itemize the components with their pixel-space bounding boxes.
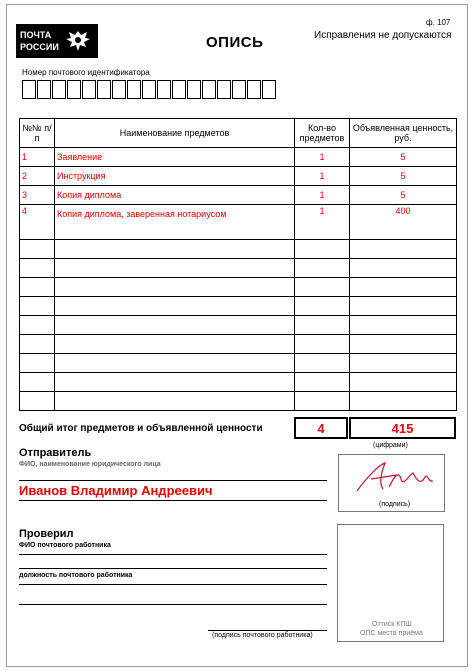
- sender-name-underline: [19, 500, 327, 501]
- tracking-digit-box[interactable]: [232, 80, 246, 99]
- employee-signature-line[interactable]: [208, 630, 327, 631]
- row-number[interactable]: 1: [20, 148, 55, 167]
- tracking-digit-box[interactable]: [82, 80, 96, 99]
- items-table: [19, 118, 457, 411]
- signature-caption: (подпись): [379, 501, 411, 508]
- tracking-digit-box[interactable]: [97, 80, 111, 99]
- table-row: [20, 148, 457, 167]
- table-row: [20, 205, 457, 240]
- tracking-digit-box[interactable]: [22, 80, 36, 99]
- tracking-digit-box[interactable]: [112, 80, 126, 99]
- divider: [19, 480, 327, 481]
- sender-signature-box[interactable]: [338, 454, 445, 512]
- total-value[interactable]: 415: [349, 417, 456, 439]
- table-row-empty[interactable]: [20, 259, 457, 278]
- tracking-digit-box[interactable]: [172, 80, 186, 99]
- tracking-digit-box[interactable]: [217, 80, 231, 99]
- total-qty[interactable]: 4: [294, 417, 348, 439]
- form-number: ф. 107: [426, 18, 451, 27]
- tracking-number-label: Номер почтового идентификатора: [22, 68, 150, 77]
- table-header-row: [20, 119, 457, 148]
- row-number[interactable]: 2: [20, 167, 55, 186]
- employee-position-line[interactable]: [19, 584, 327, 585]
- russian-post-logo: [16, 24, 98, 58]
- signature-icon: [339, 457, 444, 501]
- employee-signature-caption: (подпись почтового работника): [212, 632, 313, 639]
- col-header-qty: Кол-во предметов: [295, 119, 350, 148]
- tracking-digit-box[interactable]: [157, 80, 171, 99]
- tracking-digit-box[interactable]: [187, 80, 201, 99]
- no-corrections-notice: Исправления не допускаются: [314, 30, 452, 41]
- total-label: Общий итог предметов и объявленной ценности: [19, 423, 263, 434]
- table-row: [20, 186, 457, 205]
- col-header-number: №№ п/п: [20, 119, 55, 148]
- row-qty[interactable]: 1: [295, 167, 350, 186]
- row-value[interactable]: 400: [350, 205, 457, 240]
- table-row-empty[interactable]: [20, 316, 457, 335]
- tracking-digit-box[interactable]: [67, 80, 81, 99]
- employee-name-line-2[interactable]: [19, 568, 327, 569]
- tracking-digit-box[interactable]: [37, 80, 51, 99]
- tracking-digit-box[interactable]: [142, 80, 156, 99]
- employee-name-line[interactable]: [19, 554, 327, 555]
- stamp-caption-1: Оттиск КПШ: [372, 621, 412, 628]
- logo-line-2: РОССИИ: [20, 42, 59, 52]
- tracking-digit-box[interactable]: [247, 80, 261, 99]
- sender-subtitle: ФИО, наименование юридического лица: [19, 461, 161, 468]
- stamp-box[interactable]: [337, 524, 444, 642]
- row-item-name[interactable]: Копия диплома, заверенная нотариусом: [55, 205, 295, 240]
- sender-heading: Отправитель: [19, 447, 92, 459]
- col-header-name: Наименование предметов: [55, 119, 295, 148]
- row-item-name[interactable]: Копия диплома: [55, 186, 295, 205]
- row-qty[interactable]: 1: [295, 205, 350, 240]
- table-row-empty[interactable]: [20, 392, 457, 411]
- logo-line-1: ПОЧТА: [20, 30, 52, 40]
- row-qty[interactable]: 1: [295, 148, 350, 167]
- tracking-digit-box[interactable]: [127, 80, 141, 99]
- checked-heading: Проверил: [19, 528, 74, 540]
- employee-position-line-2[interactable]: [19, 604, 327, 605]
- row-number[interactable]: 4: [20, 205, 55, 240]
- value-in-digits-caption: (цифрами): [373, 442, 408, 449]
- sender-name[interactable]: Иванов Владимир Андреевич: [19, 483, 213, 498]
- employee-position-label: должность почтового работника: [19, 572, 133, 579]
- tracking-digit-box[interactable]: [52, 80, 66, 99]
- row-qty[interactable]: 1: [295, 186, 350, 205]
- row-value[interactable]: 5: [350, 167, 457, 186]
- table-row-empty[interactable]: [20, 278, 457, 297]
- col-header-value: Объявленная ценность, руб.: [350, 119, 457, 148]
- tracking-digit-box[interactable]: [262, 80, 276, 99]
- table-row-empty[interactable]: [20, 297, 457, 316]
- row-item-name[interactable]: Заявление: [55, 148, 295, 167]
- tracking-number-boxes[interactable]: [22, 80, 277, 99]
- table-row-empty[interactable]: [20, 354, 457, 373]
- table-row-empty[interactable]: [20, 240, 457, 259]
- table-row-empty[interactable]: [20, 373, 457, 392]
- row-item-name[interactable]: Инструкция: [55, 167, 295, 186]
- employee-name-label: ФИО почтового работника: [19, 542, 111, 549]
- row-value[interactable]: 5: [350, 148, 457, 167]
- row-value[interactable]: 5: [350, 186, 457, 205]
- page-title: ОПИСЬ: [206, 34, 264, 51]
- row-number[interactable]: 3: [20, 186, 55, 205]
- tracking-digit-box[interactable]: [202, 80, 216, 99]
- table-row: [20, 167, 457, 186]
- eagle-icon: [63, 27, 93, 55]
- table-row-empty[interactable]: [20, 335, 457, 354]
- stamp-caption-2: ОПС места приёма: [360, 630, 423, 637]
